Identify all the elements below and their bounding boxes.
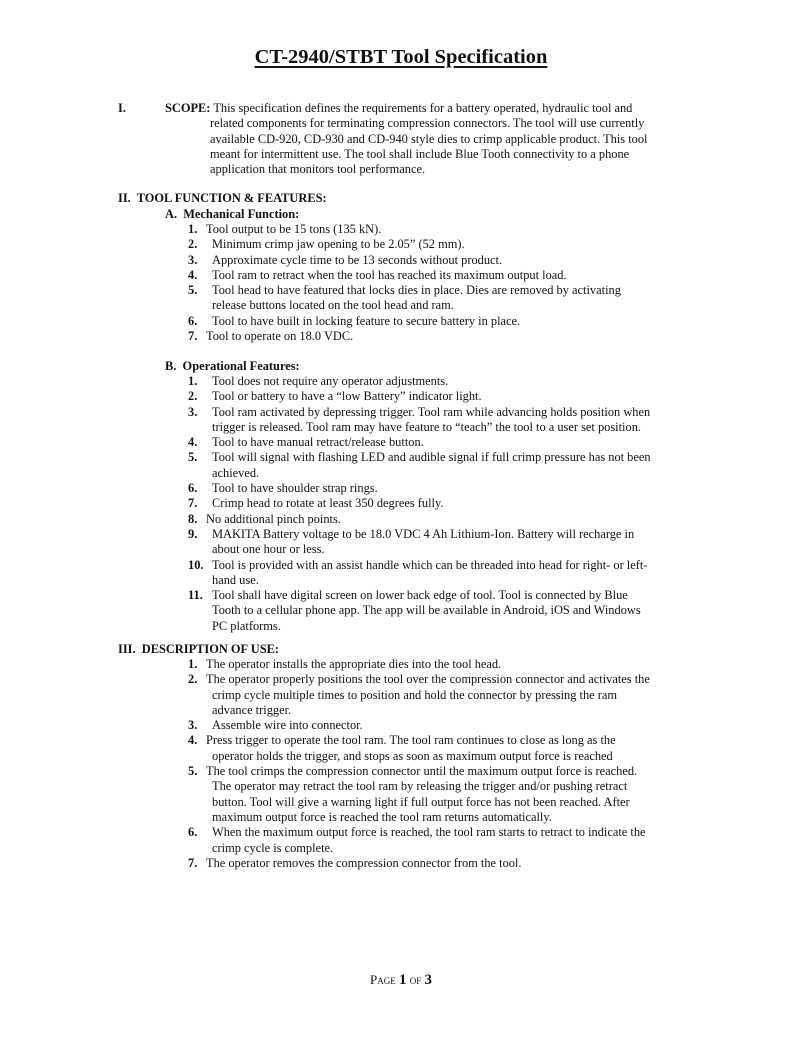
list-item-line xyxy=(0,237,802,252)
list-item-text: The operator removes the compression connector from the tool. xyxy=(206,855,522,870)
list-item-number: 5. xyxy=(188,450,198,465)
list-item-line xyxy=(0,496,802,511)
list-item-number: 4. xyxy=(188,733,198,748)
list-item-text: Approximate cycle time to be 13 seconds without product. xyxy=(212,252,503,267)
list-item-line xyxy=(0,389,802,404)
list-item-line xyxy=(0,405,802,420)
scope-numeral: I. xyxy=(118,101,126,115)
list-item-text: Tool ram to retract when the tool has reached its maximum output load. xyxy=(212,267,567,282)
list-item-line xyxy=(0,657,802,672)
list-item-line xyxy=(0,374,802,389)
list-item-line xyxy=(0,795,802,810)
list-item-text: trigger is released. Tool ram may have feature to “teach” the tool to a user set position. xyxy=(212,419,641,434)
list-item-line xyxy=(0,450,802,465)
list-item-number: 8. xyxy=(188,511,198,526)
list-item-number: 4. xyxy=(188,435,198,450)
list-item-text: button. Tool will give a warning light if full output force has not been reached. After xyxy=(212,794,630,809)
list-item-line xyxy=(0,268,802,283)
list-item-text: release buttons located on the tool head and ram. xyxy=(212,298,454,313)
list-item-text: MAKITA Battery voltage to be 18.0 VDC 4 Ah Lithium-Ion. Battery will recharge in xyxy=(212,526,635,541)
list-item-text: Tool will signal with flashing LED and audible signal if full crimp pressure has not been xyxy=(212,450,651,465)
list-item-number: 6. xyxy=(188,481,198,496)
list-item-line xyxy=(0,298,802,313)
list-item-text: advance trigger. xyxy=(212,702,292,717)
list-item-text: The tool crimps the compression connector until the maximum output force is reached. xyxy=(206,764,638,779)
scope-text-line: available CD-920, CD-930 and CD-940 style dies to crimp applicable product. This tool xyxy=(210,131,648,146)
list-item-number: 4. xyxy=(188,267,198,282)
scope-label: SCOPE: xyxy=(165,101,211,115)
operational-features-heading: B. Operational Features: xyxy=(165,359,300,373)
page-footer xyxy=(0,972,802,989)
list-item-text: Assemble wire into connector. xyxy=(212,718,363,733)
list-item-number: 7. xyxy=(188,496,198,511)
list-item-line xyxy=(0,329,802,344)
list-item-line xyxy=(0,718,802,733)
list-item-number: 3. xyxy=(188,404,198,419)
list-item-number: 9. xyxy=(188,526,198,541)
list-item-line xyxy=(0,283,802,298)
list-item-line xyxy=(0,749,802,764)
section-3-heading: III. DESCRIPTION OF USE: xyxy=(118,642,279,656)
page-word: Page xyxy=(370,972,396,987)
list-item-line xyxy=(0,825,802,840)
list-item-text: achieved. xyxy=(212,465,260,480)
list-item-text: crimp cycle is complete. xyxy=(212,840,334,855)
list-item-line xyxy=(0,542,802,557)
list-item-text: Minimum crimp jaw opening to be 2.05” (52 mm). xyxy=(212,237,465,252)
list-item-text: Tool to have manual retract/release button. xyxy=(212,435,424,450)
list-item-line xyxy=(0,558,802,573)
list-item-line xyxy=(0,703,802,718)
list-item-text: hand use. xyxy=(212,572,259,587)
list-item-text: Tool to have shoulder strap rings. xyxy=(212,481,378,496)
list-item-number: 7. xyxy=(188,855,198,870)
list-item-line xyxy=(0,810,802,825)
list-item-line xyxy=(0,420,802,435)
list-item-number: 7. xyxy=(188,329,198,344)
list-item-number: 6. xyxy=(188,825,198,840)
list-item-number: 2. xyxy=(188,389,198,404)
list-item-number: 11. xyxy=(188,588,203,603)
list-item-line xyxy=(0,603,802,618)
list-item-number: 3. xyxy=(188,718,198,733)
list-item-line xyxy=(0,672,802,687)
list-item-line xyxy=(0,779,802,794)
list-item-number: 1. xyxy=(188,222,198,236)
list-item-text: Tool shall have digital screen on lower back edge of tool. Tool is connected by Blue xyxy=(212,588,628,603)
list-item-text: Tool output to be 15 tons (135 kN). xyxy=(206,222,382,236)
list-item-line xyxy=(0,512,802,527)
list-item-number: 5. xyxy=(188,283,198,298)
list-item-number: 2. xyxy=(188,237,198,252)
list-item-number: 2. xyxy=(188,672,198,687)
list-item-text: When the maximum output force is reached, the tool ram starts to retract to indicate the xyxy=(212,825,646,840)
list-item-text: The operator installs the appropriate dies into the tool head. xyxy=(206,657,502,671)
list-item-text: Crimp head to rotate at least 350 degrees fully. xyxy=(212,496,444,511)
list-item-text: Tooth to a cellular phone app. The app will be available in Android, iOS and Windows xyxy=(212,603,641,618)
list-item-number: 3. xyxy=(188,252,198,267)
list-item-text: PC platforms. xyxy=(212,618,281,633)
list-item-text: Tool head to have featured that locks dies in place. Dies are removed by activating xyxy=(212,283,621,298)
list-item-text: Tool ram activated by depressing trigger. Tool ram while advancing holds position when xyxy=(212,404,651,419)
list-item-text: crimp cycle multiple times to position and hold the connector by pressing the ram xyxy=(212,687,618,702)
document-title: CT-2940/STBT Tool Specification xyxy=(254,46,548,68)
list-item-line xyxy=(0,435,802,450)
list-item-number: 1. xyxy=(188,657,198,671)
description-of-use-list xyxy=(0,657,802,871)
list-item-text: about one hour or less. xyxy=(212,542,325,557)
list-item-text: No additional pinch points. xyxy=(206,511,341,526)
scope-section xyxy=(0,101,802,177)
list-item-line xyxy=(0,764,802,779)
scope-text-line: related components for terminating compression connectors. The tool will use currently xyxy=(210,116,645,131)
scope-text-line: application that monitors tool performance. xyxy=(210,162,426,177)
list-item-text: The operator may retract the tool ram by releasing the trigger and/or pushing retract xyxy=(212,779,628,794)
current-page: 1 xyxy=(398,972,407,988)
list-item-text: maximum output force is reached the tool ram returns automatically. xyxy=(212,809,552,824)
list-item-text: The operator properly positions the tool over the compression connector and activates the xyxy=(206,672,650,687)
list-item-text: Press trigger to operate the tool ram. The tool ram continues to close as long as the xyxy=(206,733,616,748)
list-item-text: Tool is provided with an assist handle which can be threaded into head for right- or left- xyxy=(212,557,648,572)
list-item-line xyxy=(0,688,802,703)
mechanical-function-heading: A. Mechanical Function: xyxy=(165,207,300,221)
scope-text-line: This specification defines the requirements for a battery operated, hydraulic tool and xyxy=(213,101,633,115)
list-item-line xyxy=(0,733,802,748)
list-item-text: Tool to have built in locking feature to secure battery in place. xyxy=(212,313,521,328)
list-item-line xyxy=(0,466,802,481)
list-item-line xyxy=(0,527,802,542)
list-item-number: 10. xyxy=(188,557,204,572)
of-word: of xyxy=(409,972,422,987)
list-item-line xyxy=(0,222,802,237)
list-item-text: Tool or battery to have a “low Battery” indicator light. xyxy=(212,389,482,404)
list-item-line xyxy=(0,253,802,268)
list-item-line xyxy=(0,619,802,634)
list-item-text: operator holds the trigger, and stops as soon as maximum output force is reached xyxy=(212,748,613,763)
list-item-number: 5. xyxy=(188,764,198,779)
operational-features-list xyxy=(0,374,802,634)
list-item-line xyxy=(0,856,802,871)
list-item-line xyxy=(0,588,802,603)
section-2-heading: II. TOOL FUNCTION & FEATURES: xyxy=(118,191,327,205)
scope-text-line: meant for intermittent use. The tool shall include Blue Tooth connectivity to a phone xyxy=(210,146,630,161)
list-item-line xyxy=(0,314,802,329)
list-item-line xyxy=(0,481,802,496)
mechanical-function-list xyxy=(0,222,802,344)
list-item-number: 1. xyxy=(188,374,198,388)
list-item-number: 6. xyxy=(188,313,198,328)
list-item-line xyxy=(0,841,802,856)
total-pages: 3 xyxy=(424,972,432,988)
list-item-line xyxy=(0,573,802,588)
list-item-text: Tool to operate on 18.0 VDC. xyxy=(206,329,354,344)
list-item-text: Tool does not require any operator adjustments. xyxy=(212,374,449,388)
